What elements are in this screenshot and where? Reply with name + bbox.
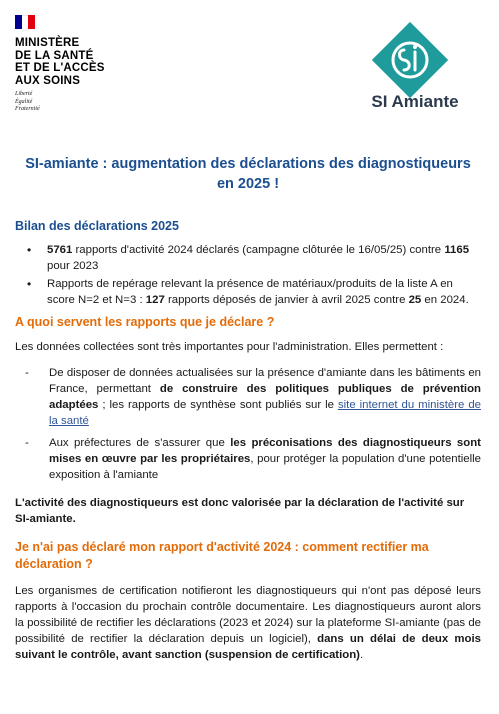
stat-number: 1165 xyxy=(444,244,470,256)
ministry-name xyxy=(15,37,105,87)
motto-line: Égalité xyxy=(15,98,33,105)
usage-heading: A quoi servent les rapports que je déclare ? xyxy=(15,315,275,329)
rectify-text: Les organismes de certification notifieront les diagnostiqueurs qui n'ont pas déposé leurs rapports à l'occasion du prochain contrôle documentaire. Les diagnostiqueurs auront alors la possibilité de rectifier les déclarations (2023 et 2024) sur la plateforme SI-amiante (pas de possibilité de rectifier la déclaration depuis un logiciel), xyxy=(15,585,481,645)
french-flag-icon xyxy=(15,15,35,29)
rectify-bold: dans un délai de deux mois suivant le contrôle, avant sanction (suspension de certification) xyxy=(15,633,482,661)
page-title: SI-amiante : augmentation des déclarations des diagnostiqueurs en 2025 ! xyxy=(25,156,471,192)
bilan-heading: Bilan des déclarations 2025 xyxy=(15,219,179,233)
usage-conclusion xyxy=(15,495,481,527)
flag-red-band xyxy=(28,15,35,29)
motto-line: Liberté xyxy=(15,91,33,97)
usage-bold: de construire des politiques publiques de prévention adaptées xyxy=(49,383,481,411)
government-block xyxy=(15,15,105,114)
ministry-line: AUX SOINS xyxy=(15,74,81,87)
stat-number: 25 xyxy=(408,294,422,306)
list-item xyxy=(35,242,481,274)
flag-blue-band xyxy=(15,15,22,29)
usage-bold: les préconisations des diagnostiqueurs sont mises en œuvre par les propriétaires xyxy=(49,437,481,465)
ministry-website-link[interactable]: site internet du ministère de la santé xyxy=(49,399,481,427)
ministry-line: MINISTÈRE xyxy=(15,37,80,49)
conclusion-text: L'activité des diagnostiqueurs est donc valorisée par la déclaration de l'activité sur SI-amiante. xyxy=(15,497,465,525)
stat-text: Rapports de repérage relevant la présence de matériaux/produits de la liste A en score N=2 et N=3 : xyxy=(47,278,453,306)
rectify-paragraph xyxy=(15,583,481,663)
list-item xyxy=(37,435,481,483)
stat-text: pour 2023 xyxy=(47,260,99,272)
usage-text: De disposer de données actualisées sur la présence d'amiante dans les bâtiments en France, permettant xyxy=(49,367,481,395)
flag-white-band xyxy=(22,15,29,31)
stat-text: en 2024. xyxy=(421,294,469,306)
stat-number: 127 xyxy=(145,294,165,306)
page-header xyxy=(0,0,499,140)
stat-text: rapports déposés de janvier à avril 2025 contre xyxy=(164,294,409,306)
rectify-heading: Je n'ai pas déclaré mon rapport d'activité 2024 : comment rectifier ma déclaration ? xyxy=(15,540,429,571)
bilan-list xyxy=(15,242,481,308)
stat-number: 5761 xyxy=(47,244,73,256)
usage-text: , pour protéger la population d'une potentielle exposition à l'amiante xyxy=(49,453,482,481)
document-body xyxy=(15,154,481,663)
list-item xyxy=(35,276,481,308)
list-item xyxy=(37,365,481,429)
motto-line: Fraternité xyxy=(15,106,40,112)
usage-list xyxy=(15,365,481,483)
republic-motto xyxy=(15,91,105,114)
rectify-text: . xyxy=(359,649,364,661)
stat-text: rapports d'activité 2024 déclarés (campagne clôturée le 16/05/25) contre xyxy=(72,244,445,256)
ministry-line: DE LA SANTÉ xyxy=(15,49,94,62)
usage-text: ; les rapports de synthèse sont publiés sur le xyxy=(98,399,338,411)
si-amiante-brand: SI Amiante xyxy=(371,92,459,111)
usage-text: Aux préfectures de s'assurer que xyxy=(49,437,231,449)
usage-intro: Les données collectées sont très importantes pour l'administration. Elles permettent : xyxy=(15,341,444,353)
ministry-line: ET DE L'ACCÈS xyxy=(15,62,105,74)
